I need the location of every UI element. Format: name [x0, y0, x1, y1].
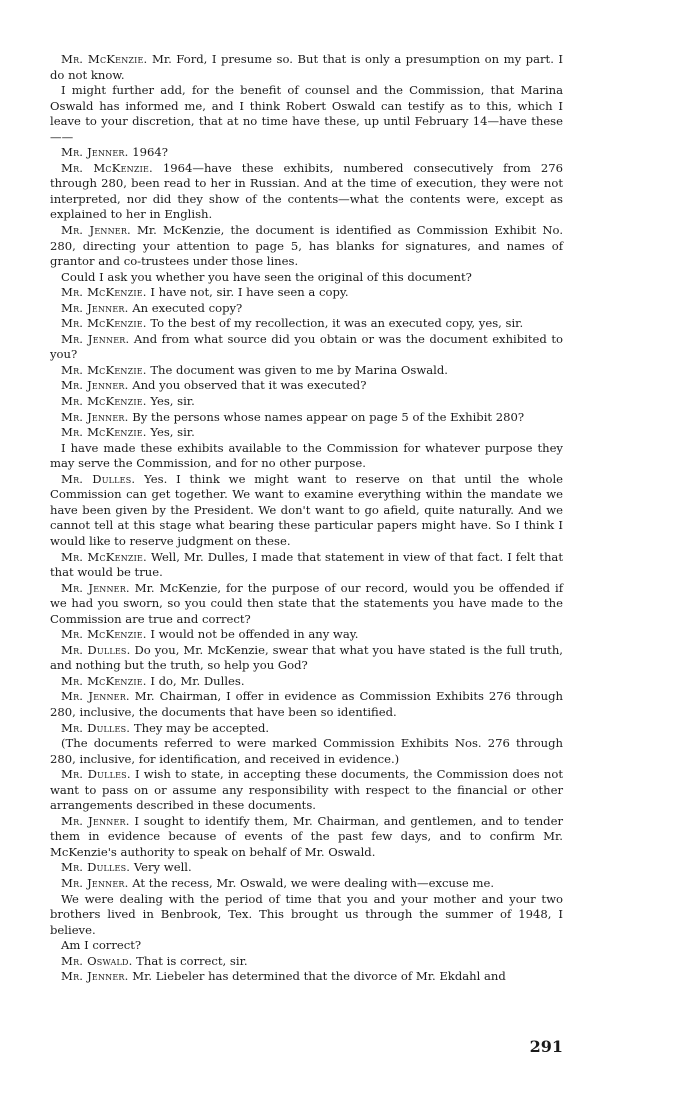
speaker-name: Mr. Dulles.	[61, 720, 131, 735]
speaker-name: Mr. McKenzie.	[61, 549, 147, 564]
transcript-paragraph	[50, 316, 563, 332]
transcript-paragraph	[50, 145, 563, 161]
transcript-paragraph	[50, 814, 563, 861]
speaker-name: Mr. Dulles.	[61, 767, 131, 782]
paragraph-text: Mr. Liebeler has determined that the divorce of Mr. Ekdahl and	[132, 969, 506, 984]
paragraph-text: Yes. I think we might want to reserve on that until the whole Commission can get together. We want to examine everything within the mandate we have been given by the President. We don't want to go afield, quite naturally. And we cannot tell at this stage what bearing these particular papers might have. So I think I would like to reserve judgment on these.	[50, 471, 564, 548]
transcript-paragraph	[50, 441, 563, 472]
transcript-paragraph	[50, 270, 563, 286]
speaker-name: Mr. McKenzie.	[61, 160, 153, 175]
paragraph-text: I have not, sir. I have seen a copy.	[150, 285, 349, 300]
paragraph-text: Do you, Mr. McKenzie, swear that what you have stated is the full truth, and nothing but the truth, so help you God?	[50, 642, 563, 673]
speaker-name: Mr. Dulles.	[61, 642, 131, 657]
paragraph-text: I sought to identify them, Mr. Chairman, and gentlemen, and to tender them in evidence because of events of the past few days, and to confirm Mr. McKenzie's authority to speak on behalf of Mr. Oswald.	[50, 813, 563, 859]
transcript-paragraph	[50, 689, 563, 720]
transcript-paragraph	[50, 301, 563, 317]
transcript-body	[50, 52, 563, 985]
transcript-paragraph	[50, 394, 563, 410]
transcript-paragraph	[50, 332, 563, 363]
transcript-paragraph	[50, 721, 563, 737]
transcript-paragraph	[50, 860, 563, 876]
transcript-paragraph	[50, 876, 563, 892]
paragraph-text: And from what source did you obtain or was the document exhibited to you?	[50, 331, 563, 362]
paragraph-text: To the best of my recollection, it was an executed copy, yes, sir.	[150, 316, 524, 331]
speaker-name: Mr. Dulles.	[61, 471, 136, 486]
paragraph-text: Yes, sir.	[150, 394, 195, 409]
speaker-name: Mr. Jenner.	[61, 875, 129, 890]
speaker-name: Mr. Jenner.	[61, 969, 129, 984]
paragraph-text: I wish to state, in accepting these documents, the Commission does not want to pass on or assume any responsibility with respect to the financial or other arrangements described in these documents.	[50, 767, 563, 813]
paragraph-text: Mr. McKenzie, for the purpose of our record, would you be offended if we had you sworn, so you could then state that the statements you have made to the Commission are true and correct?	[50, 580, 563, 626]
transcript-paragraph	[50, 581, 563, 628]
paragraph-text: Am I correct?	[61, 938, 142, 953]
transcript-paragraph	[50, 161, 563, 223]
speaker-name: Mr. Jenner.	[61, 689, 130, 704]
transcript-paragraph	[50, 285, 563, 301]
speaker-name: Mr. Jenner.	[61, 331, 130, 346]
paragraph-text: I would not be offended in any way.	[150, 627, 359, 642]
paragraph-text: At the recess, Mr. Oswald, we were dealing with—excuse me.	[132, 875, 495, 890]
paragraph-text: Yes, sir.	[150, 425, 195, 440]
paragraph-text: 1964—have these exhibits, numbered consecutively from 276 through 280, been read to her in Russian. And at the time of execution, they were not interpreted, nor did they show of the contents—what the contents were, except as explained to her in English.	[50, 160, 564, 222]
transcript-paragraph	[50, 425, 563, 441]
transcript-paragraph	[50, 767, 563, 814]
speaker-name: Mr. McKenzie.	[61, 285, 147, 300]
transcript-paragraph	[50, 363, 563, 379]
paragraph-text: We were dealing with the period of time that you and your mother and your two brothers lived in Benbrook, Tex. This brought us through the summer of 1948, I believe.	[50, 891, 563, 937]
paragraph-text: And you observed that it was executed?	[132, 378, 367, 393]
transcript-paragraph	[50, 627, 563, 643]
transcript-paragraph	[50, 674, 563, 690]
speaker-name: Mr. Jenner.	[61, 300, 129, 315]
paragraph-text: Could I ask you whether you have seen the original of this document?	[61, 269, 472, 284]
transcript-paragraph	[50, 378, 563, 394]
paragraph-text: Well, Mr. Dulles, I made that statement in view of that fact. I felt that that would be true.	[50, 549, 564, 580]
transcript-paragraph	[50, 969, 563, 985]
transcript-paragraph	[50, 954, 563, 970]
speaker-name: Mr. McKenzie.	[61, 425, 147, 440]
paragraph-text: I might further add, for the benefit of counsel and the Commission, that Marina Oswald has informed me, and I think Robert Oswald can testify as to this, which I leave to your discretion, that at no time have these, up until February 14—have these——	[50, 83, 563, 144]
paragraph-text: The document was given to me by Marina Oswald.	[150, 362, 448, 377]
speaker-name: Mr. McKenzie.	[61, 394, 147, 409]
paragraph-text: They may be accepted.	[133, 720, 270, 735]
speaker-name: Mr. Jenner.	[61, 145, 129, 160]
speaker-name: Mr. McKenzie.	[61, 627, 147, 642]
transcript-paragraph	[50, 892, 563, 939]
paragraph-text: (The documents referred to were marked Commission Exhibits Nos. 276 through 280, inclusive, for identification, and received in evidence.)	[50, 736, 563, 766]
speaker-name: Mr. Oswald.	[61, 953, 133, 968]
speaker-name: Mr. Jenner.	[61, 378, 129, 393]
speaker-name: Mr. Dulles.	[61, 860, 131, 875]
speaker-name: Mr. Jenner.	[61, 580, 130, 595]
paragraph-text: I have made these exhibits available to the Commission for whatever purpose they may serve the Commission, and for no other purpose.	[50, 440, 563, 471]
paragraph-text: I do, Mr. Dulles.	[150, 673, 245, 688]
transcript-paragraph	[50, 472, 563, 550]
paragraph-text: Mr. McKenzie, the document is identified as Commission Exhibit No. 280, directing your attention to page 5, has blanks for signatures, and names of grantor and co-trustees under those lines.	[50, 223, 563, 269]
speaker-name: Mr. McKenzie.	[61, 362, 147, 377]
transcript-paragraph	[50, 736, 563, 767]
transcript-paragraph	[50, 83, 563, 145]
transcript-paragraph	[50, 52, 563, 83]
transcript-paragraph	[50, 223, 563, 270]
transcript-paragraph	[50, 938, 563, 954]
transcript-paragraph	[50, 643, 563, 674]
transcript-paragraph	[50, 550, 563, 581]
page-number: 291	[529, 1037, 563, 1056]
speaker-name: Mr. McKenzie.	[61, 673, 147, 688]
paragraph-text: Mr. Ford, I presume so. But that is only a presumption on my part. I do not know.	[50, 52, 563, 82]
paragraph-text: An executed copy?	[132, 300, 243, 315]
speaker-name: Mr. McKenzie.	[61, 316, 147, 331]
speaker-name: Mr. Jenner.	[61, 813, 130, 828]
paragraph-text: Very well.	[133, 860, 192, 875]
speaker-name: Mr. Jenner.	[61, 223, 131, 238]
paragraph-text: That is correct, sir.	[136, 953, 248, 968]
speaker-name: Mr. McKenzie.	[61, 52, 148, 66]
paragraph-text: Mr. Chairman, I offer in evidence as Commission Exhibits 276 through 280, inclusive, the documents that have been so identified.	[50, 689, 564, 719]
speaker-name: Mr. Jenner.	[61, 409, 129, 424]
paragraph-text: By the persons whose names appear on page 5 of the Exhibit 280?	[132, 409, 525, 424]
transcript-paragraph	[50, 410, 563, 426]
paragraph-text: 1964?	[132, 145, 168, 160]
